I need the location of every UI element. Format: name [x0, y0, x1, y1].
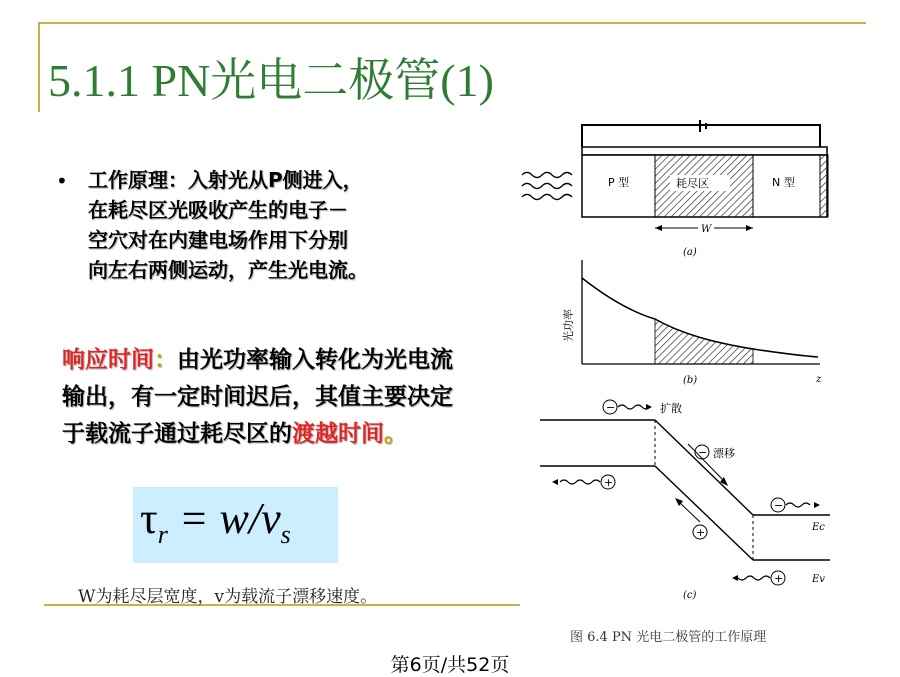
response-colon: ： [154, 347, 177, 373]
n-type-label: N 型 [772, 176, 795, 189]
width-label: W [701, 224, 712, 235]
transit-time-highlight: 渡越时间 [292, 421, 384, 447]
diagram-b [561, 260, 822, 386]
depletion-label: 耗尽区 [676, 177, 709, 190]
hole-drift: + [696, 526, 706, 539]
label-a: (a) [683, 247, 697, 258]
bullet-line: 向左右两侧运动，产生光电流。 [88, 258, 368, 282]
p-type-label: P 型 [608, 176, 630, 189]
top-decor-line [38, 22, 866, 24]
page-number: 第6页/共52页 [390, 654, 510, 676]
response-time-paragraph [62, 342, 462, 453]
response-text: 由光功率输入转化为光电流输出，有一定时间迟后，其值主要决定于载流子通过耗尽区的 [62, 347, 453, 447]
response-end: 。 [384, 421, 407, 447]
pn-photodiode-diagram [520, 120, 850, 620]
bullet-line: 在耗尽区光吸收产生的电子－ [88, 198, 348, 222]
y-axis-label: 光功率 [562, 309, 575, 342]
ev-label: Ev [812, 574, 825, 585]
bullet-line: 空穴对在内建电场作用下分别 [88, 228, 348, 252]
bullet-marker: • [56, 169, 68, 193]
label-b: (b) [683, 375, 698, 386]
diffusion-label: 扩散 [660, 402, 682, 415]
bullet-text [88, 165, 433, 285]
electron-right: − [774, 499, 784, 512]
left-decor-line [38, 22, 40, 112]
formula-tau: τ [140, 494, 158, 543]
diagram-a [522, 120, 828, 258]
formula-v-sub: s [280, 519, 291, 549]
hole-right: + [774, 572, 784, 585]
note-text: W为耗尽层宽度，v为载流子漂移速度。 [78, 587, 378, 607]
bullet-line: 工作原理：入射光从P侧进入， [88, 168, 363, 192]
hole-left: + [604, 476, 614, 489]
electron-drift: − [698, 446, 708, 459]
z-axis-label: z [816, 374, 822, 385]
formula-tau-sub: r [157, 519, 168, 549]
formula-eq: = w/v [167, 494, 281, 543]
label-c: (c) [683, 590, 697, 601]
ec-label: Ec [812, 522, 825, 533]
diagram-c [540, 400, 830, 601]
response-label: 响应时间 [62, 347, 154, 373]
figure-caption: 图 6.4 PN 光电二极管的工作原理 [570, 630, 767, 645]
formula [140, 493, 291, 550]
slide-title: 5.1.1 PN光电二极管(1) [48, 55, 494, 106]
electron-diffusion: − [606, 401, 616, 414]
drift-label: 漂移 [713, 447, 735, 460]
